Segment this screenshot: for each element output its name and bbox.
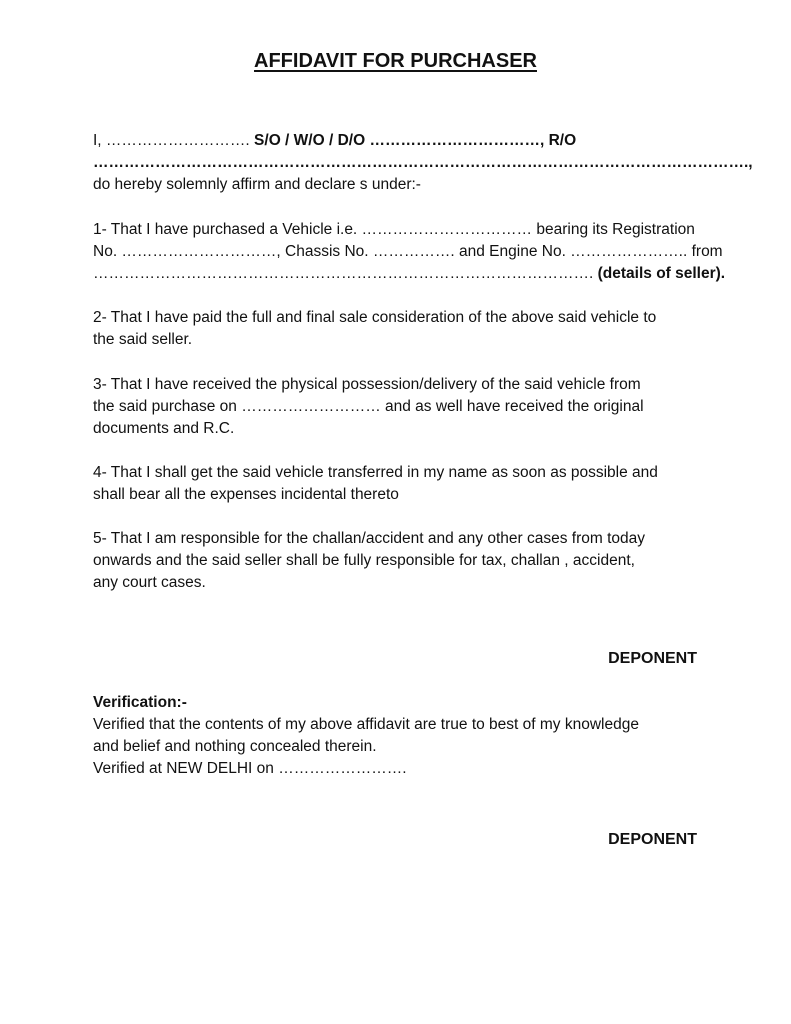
clause-1 — [93, 219, 726, 285]
verification-line-2: and belief and nothing concealed therein. — [93, 738, 377, 755]
clause-4-line-1: 4- That I shall get the said vehicle transferred in my name as soon as possible and — [93, 464, 658, 481]
seller-details-label: (details of seller). — [597, 265, 726, 282]
clause-3 — [93, 374, 713, 440]
document-title: AFFIDAVIT FOR PURCHASER — [254, 50, 537, 72]
name-blank: I, ………………………. — [93, 132, 250, 149]
clause-2-line-1: 2- That I have paid the full and final sale consideration of the above said vehicle to — [93, 309, 657, 326]
clause-5-line-2: onwards and the said seller shall be fully responsible for tax, challan , accident, — [93, 552, 635, 569]
clause-3-line-1: 3- That I have received the physical possession/delivery of the said vehicle from — [93, 376, 641, 393]
relation-label: S/O / W/O / D/O — [254, 132, 366, 149]
deponent-verification-label: DEPONENT — [608, 831, 697, 848]
clause-1-line-2: No. …………………………, Chassis No. ……………. and Engine No. ………………….. from — [93, 243, 723, 260]
parent-name-blank: ……………………………, — [369, 132, 545, 149]
deponent-signature-label: DEPONENT — [608, 650, 697, 667]
clause-3-line-3: documents and R.C. — [93, 420, 235, 437]
clause-3-line-2: the said purchase on ……………………… and as well have received the original — [93, 398, 644, 415]
intro-declaration: do hereby solemnly affirm and declare s under:- — [93, 176, 421, 193]
clause-1-line-1: 1- That I have purchased a Vehicle i.e. …………………………… bearing its Registration — [93, 221, 695, 238]
clause-4 — [93, 462, 713, 506]
clause-2 — [93, 307, 713, 351]
clause-5 — [93, 528, 713, 594]
address-blank: ………………………………………………………………………………………………………………., — [93, 154, 753, 171]
clause-5-line-1: 5- That I am responsible for the challan/accident and any other cases from today — [93, 530, 645, 547]
intro-line-1 — [93, 130, 713, 152]
clause-2-line-2: the said seller. — [93, 331, 193, 348]
intro-paragraph — [93, 130, 753, 196]
clause-1-line-3 — [93, 263, 726, 285]
residence-label: R/O — [548, 132, 577, 149]
seller-details-blank: ……………………………………………………………………………………. — [93, 265, 594, 282]
verification-section — [93, 692, 713, 780]
clause-5-line-3: any court cases. — [93, 574, 206, 591]
verification-line-3: Verified at NEW DELHI on ……………………. — [93, 760, 407, 777]
verification-line-1: Verified that the contents of my above affidavit are true to best of my knowledge — [93, 716, 639, 733]
clause-4-line-2: shall bear all the expenses incidental thereto — [93, 486, 399, 503]
verification-heading: Verification:- — [93, 694, 187, 711]
